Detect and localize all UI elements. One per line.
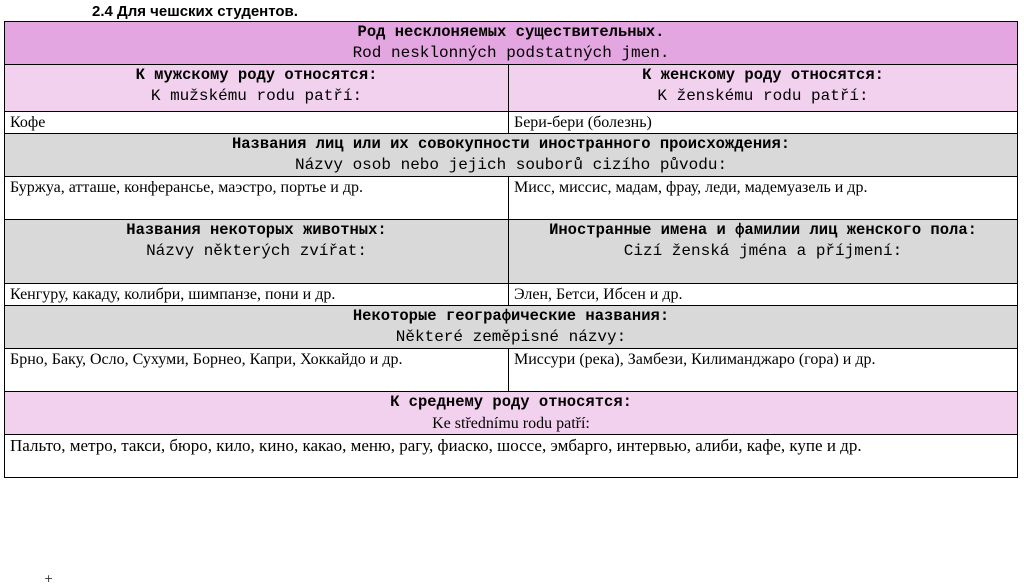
gender-header-row (5, 65, 1018, 112)
title-row (5, 22, 1018, 65)
animals-names-header-row (5, 220, 1018, 284)
geo-header-row (5, 306, 1018, 349)
neuter-header-row (5, 392, 1018, 435)
masc-cell: Буржуа, атташе, конферансье, маэстро, портье и др. (10, 179, 363, 196)
fem-cell: Миссури (река), Замбези, Килиманджаро (гора) и др. (514, 351, 876, 368)
neuter-cell: Пальто, метро, такси, бюро, кило, кино, какао, меню, рагу, фиаско, шоссе, эмбарго, интервью, алиби, кафе, купе и др. (10, 436, 862, 455)
animals-header-cz: Názvy některých zvířat: (146, 242, 367, 260)
names-header-ru: Иностранные имена и фамилии лиц женского пола: (549, 221, 977, 239)
neuter-row (5, 435, 1018, 478)
table-move-handle-icon[interactable]: + (44, 572, 54, 585)
animals-header-ru: Названия некоторых животных: (126, 221, 387, 239)
masc-cell: Кофе (10, 114, 46, 131)
fem-cell: Элен, Бетси, Ибсен и др. (514, 286, 683, 303)
masc-cell: Кенгуру, какаду, колибри, шимпанзе, пони и др. (10, 286, 336, 303)
names-header-cz: Cizí ženská jména a příjmení: (623, 242, 903, 260)
coffee-row (5, 112, 1018, 134)
masc-header-ru: К мужскому роду относятся: (135, 66, 378, 84)
masc-header-cz: K mužskému rodu patří: (150, 87, 363, 105)
fem-header-ru: К женскому роду относятся: (642, 66, 884, 84)
gender-table (4, 21, 1018, 478)
persons-header-row (5, 134, 1018, 177)
title-cz: Rod nesklonných podstatných jmen. (352, 44, 670, 62)
geo-header-cz: Některé zeměpisné názvy: (395, 328, 627, 346)
animals-row (5, 284, 1018, 306)
persons-row (5, 177, 1018, 220)
geo-header-ru: Некоторые географические названия: (352, 307, 670, 325)
masc-cell: Брно, Баку, Осло, Сухуми, Борнео, Капри, Хоккайдо и др. (10, 351, 403, 368)
persons-header-ru: Названия лиц или их совокупности иностранного происхождения: (231, 135, 791, 153)
section-heading: 2.4 Для чешских студентов. (92, 3, 298, 20)
neuter-header-cz: Ke střednímu rodu patří: (432, 415, 590, 432)
geo-row (5, 349, 1018, 392)
fem-header-cz: K ženskému rodu patří: (657, 87, 869, 105)
neuter-header-ru: К среднему роду относятся: (390, 393, 632, 411)
title-ru: Род несклоняемых существительных. (357, 23, 665, 41)
fem-cell: Мисс, миссис, мадам, фрау, леди, мадемуазель и др. (514, 179, 868, 196)
fem-cell: Бери-бери (болезнь) (514, 114, 652, 131)
persons-header-cz: Názvy osob nebo jejich souborů cizího původu: (294, 156, 728, 174)
